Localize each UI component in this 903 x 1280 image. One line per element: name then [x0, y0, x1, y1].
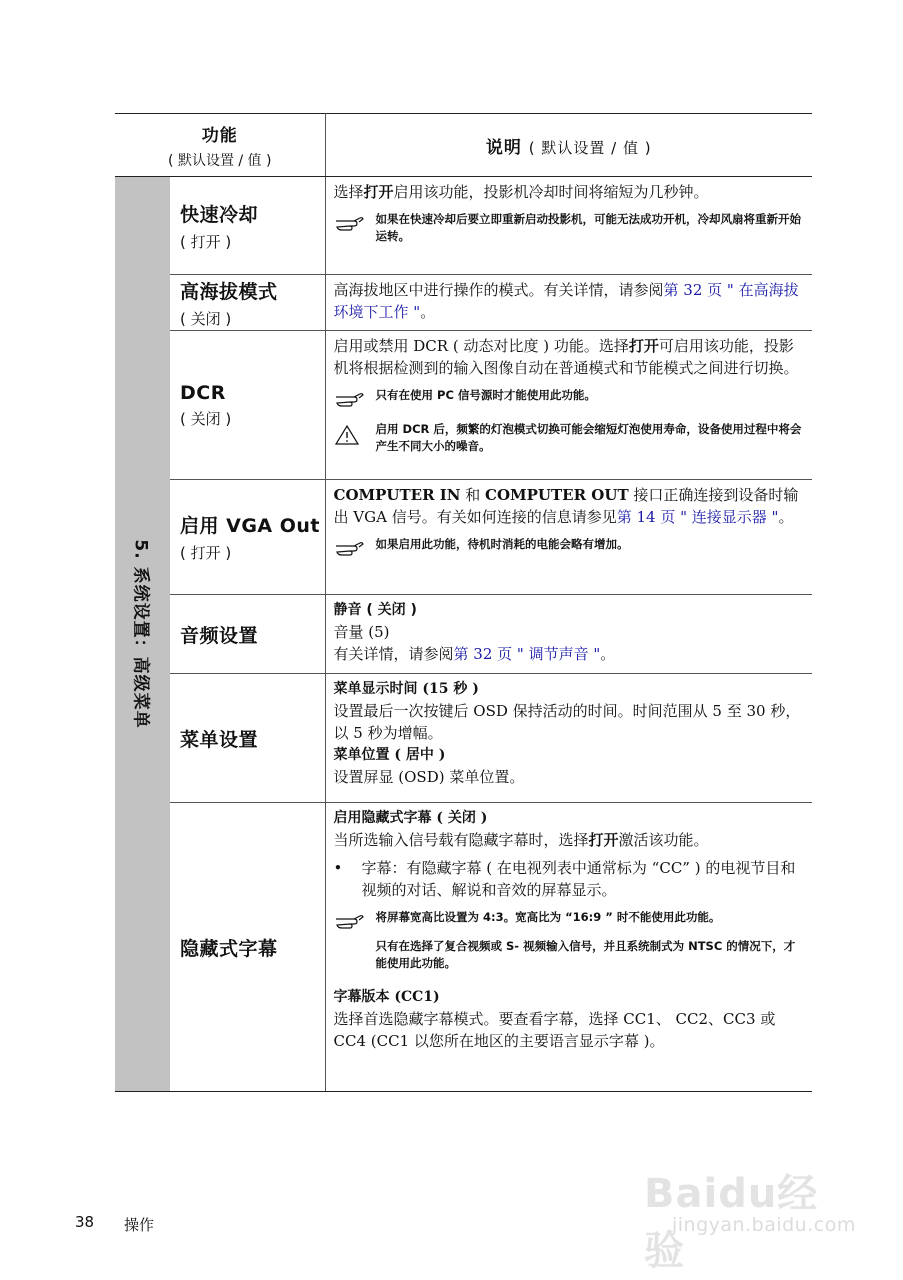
note-text: 将屏幕宽高比设置为 4:3。宽高比为 “16:9 ” 时不能使用此功能。	[375, 910, 721, 924]
audio-mute: 静音 ( 关闭 )	[333, 602, 417, 618]
settings-table	[115, 113, 812, 1092]
cc-enable-heading: 启用隐藏式字幕 ( 关闭 )	[333, 810, 488, 826]
bullet-text: 字幕：有隐藏字幕 ( 在电视列表中通常标为 “CC” ) 的电视节目和视频的对话、解说和音效的屏幕显示。	[361, 859, 796, 899]
function-name: 菜单设置	[180, 728, 259, 751]
page-link[interactable]: 第 14 页 " 连接显示器 "	[616, 508, 779, 526]
warning-note	[334, 421, 803, 455]
warning-text: 启用 DCR 后，频繁的灯泡模式切换可能会缩短灯泡使用寿命，设备使用过程中将会产生不同大小的噪音。	[375, 422, 802, 453]
header-description	[325, 114, 812, 177]
cc-enable-text: 当所选输入信号载有隐藏字幕时，选择打开激活该功能。	[333, 831, 709, 849]
function-default: ( 打开 )	[180, 544, 232, 562]
baidu-watermark	[640, 1148, 856, 1274]
table-row-vga-out	[115, 480, 812, 595]
description-text: 启用或禁用 DCR ( 动态对比度 ) 功能。选择打开可启用该功能，投影机将根据检测到的输入图像自动在普通模式和节能模式之间进行切换。	[333, 337, 799, 377]
page-link[interactable]: 第 32 页 " 在高海拔环境下工作 "	[333, 281, 799, 321]
cc-version-heading: 字幕版本 (CC1)	[333, 989, 440, 1005]
note-text-2: 只有在选择了复合视频或 S- 视频输入信号，并且系统制式为 NTSC 的情况下，才能使用此功能。	[375, 939, 796, 970]
pointing-hand-icon	[334, 387, 376, 413]
description-text: 有关详情，请参阅第 32 页 " 调节声音 "。	[333, 645, 616, 663]
note	[334, 909, 803, 972]
side-section-label: 5. 系统设置：高级菜单	[130, 539, 150, 729]
table-row-high-altitude	[115, 275, 812, 331]
description-text: 选择打开启用该功能，投影机冷却时间将缩短为几秒钟。	[333, 183, 709, 201]
header-function	[115, 114, 325, 177]
warning-icon	[334, 421, 376, 451]
table-header-row	[115, 114, 812, 177]
note-text: 如果在快速冷却后要立即重新启动投影机，可能无法成功开机，冷却风扇将重新开始运转。	[375, 212, 802, 243]
function-name: 快速冷却	[180, 203, 259, 226]
description-text: 高海拔地区中进行操作的模式。有关详情，请参阅第 32 页 " 在高海拔环境下工作 "。	[333, 281, 799, 321]
function-name: 音频设置	[180, 624, 259, 647]
cc-version-text: 选择首选隐藏字幕模式。要查看字幕，选择 CC1、 CC2、CC3 或 CC4 (CC1 以您所在地区的主要语言显示字幕 )。	[333, 1010, 776, 1050]
bullet-item: • 字幕：有隐藏字幕 ( 在电视列表中通常标为 “CC” ) 的电视节目和视频的对话、解说和音效的屏幕显示。	[334, 857, 803, 901]
function-name: 启用 VGA Out	[180, 515, 320, 537]
function-name: DCR	[180, 381, 226, 404]
function-default: ( 关闭 )	[180, 309, 232, 328]
menu-position-text: 设置屏显 (OSD) 菜单位置。	[333, 768, 525, 786]
header-function-subtitle: ( 默认设置 / 值 )	[168, 152, 272, 169]
table-row-closed-caption	[115, 803, 812, 1092]
table-row-audio	[115, 595, 812, 674]
header-description-subtitle: ( 默认设置 / 值 )	[528, 138, 652, 157]
page-number: 38	[75, 1213, 95, 1231]
pointing-hand-icon	[334, 909, 376, 935]
watermark-url: jingyan.baidu.com	[672, 1214, 856, 1236]
function-name: 隐藏式字幕	[180, 937, 278, 960]
note	[334, 211, 803, 245]
note-text: 只有在使用 PC 信号源时才能使用此功能。	[375, 388, 596, 402]
menu-position-heading: 菜单位置 ( 居中 )	[333, 747, 446, 763]
table-row-quick-cool	[115, 177, 812, 275]
footer-section: 操作	[124, 1216, 155, 1234]
function-default: ( 关闭 )	[180, 409, 232, 428]
pointing-hand-icon	[334, 536, 376, 562]
pointing-hand-icon	[334, 211, 376, 237]
note-text: 如果启用此功能，待机时消耗的电能会略有增加。	[375, 537, 629, 551]
side-section-bar	[115, 177, 170, 1092]
page-link[interactable]: 第 32 页 " 调节声音 "	[453, 645, 601, 663]
audio-volume: 音量 (5)	[333, 623, 390, 641]
header-function-title: 功能	[201, 125, 238, 146]
table-row-menu	[115, 674, 812, 803]
function-name: 高海拔模式	[180, 280, 278, 303]
header-description-title: 说明	[485, 137, 522, 158]
table-row-dcr	[115, 331, 812, 480]
description-text: COMPUTER IN 和 COMPUTER OUT 接口正确连接到设备时输出 VGA 信号。有关如何连接的信息请参见第 14 页 " 连接显示器 "。	[333, 486, 799, 526]
function-default: ( 打开 )	[180, 232, 232, 251]
menu-time-heading: 菜单显示时间 (15 秒 )	[333, 681, 479, 697]
menu-time-text: 设置最后一次按键后 OSD 保持活动的时间。时间范围从 5 至 30 秒，以 5 秒为增幅。	[333, 702, 801, 742]
note	[334, 536, 803, 562]
note	[334, 387, 803, 413]
watermark-logo: Baidu经验	[644, 1171, 819, 1274]
